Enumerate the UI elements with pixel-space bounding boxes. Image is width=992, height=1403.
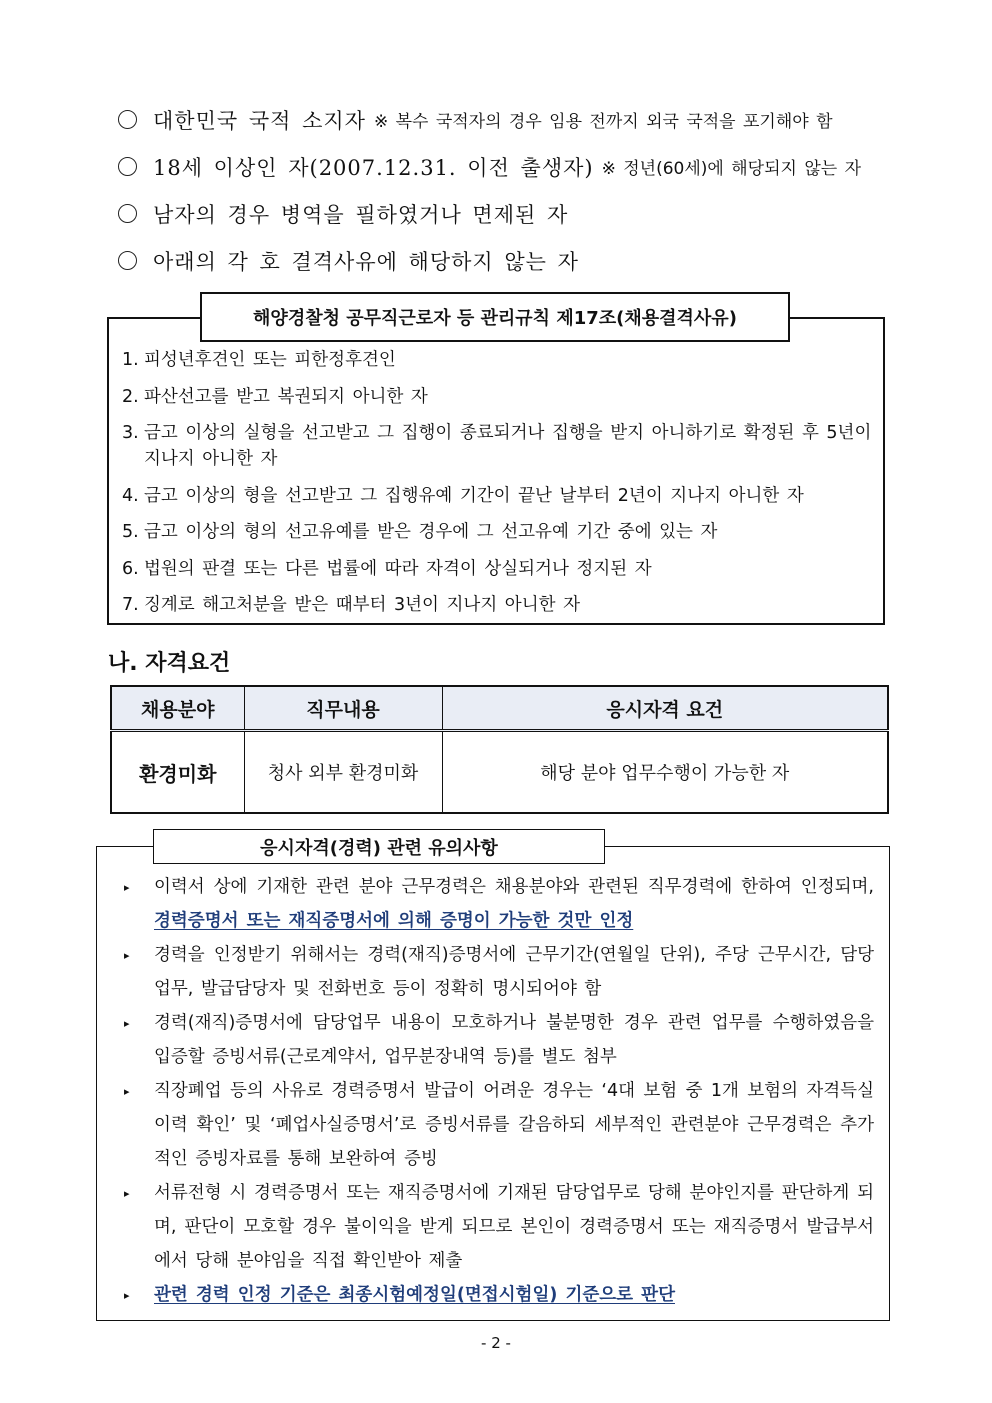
circle-bullet-icon	[118, 157, 137, 176]
item-number: 6.	[122, 558, 139, 579]
triangle-bullet-icon: ▸	[124, 1017, 130, 1030]
table-cell-field: 환경미화	[111, 731, 244, 814]
item-number: 4.	[122, 485, 139, 506]
disqualification-item	[122, 592, 877, 618]
caution-text	[154, 870, 874, 938]
table-header-cell: 직무내용	[244, 686, 442, 731]
item-number: 1.	[122, 350, 139, 370]
item-text: 파산선고를 받고 복권되지 아니한 자	[144, 386, 428, 407]
caution-text: 서류전형 시 경력증명서 또는 재직증명서에 기재된 담당업무로 당해 분야인지를 판단하게 되며, 판단이 모호할 경우 불이익을 받게 되므로 본인이 경력증명서 또는 재직증명서 발급부서에서 당해 분야임을 직접 확인받아 제출	[154, 1183, 874, 1271]
item-text: 금고 이상의 형의 선고유예를 받은 경우에 그 선고유예 기간 중에 있는 자	[144, 522, 718, 542]
caution-item	[124, 1006, 874, 1074]
eligibility-main: 18세 이상인 자(2007.12.31. 이전 출생자)	[153, 155, 594, 180]
disqualification-item	[122, 384, 877, 410]
circle-bullet-icon	[118, 251, 137, 270]
disqualification-item	[122, 519, 877, 545]
page-number: - 2 -	[481, 1334, 511, 1352]
eligibility-main: 남자의 경우 병역을 필하였거나 면제된 자	[153, 202, 569, 227]
eligibility-note: ※ 복수 국적자의 경우 임용 전까지 외국 국적을 포기해야 함	[373, 112, 833, 132]
caution-item	[124, 1074, 874, 1176]
triangle-bullet-icon: ▸	[124, 949, 130, 962]
triangle-bullet-icon: ▸	[124, 1289, 130, 1302]
eligibility-main: 대한민국 국적 소지자	[153, 108, 366, 133]
item-text: 징계로 해고처분을 받은 때부터 3년이 지나지 아니한 자	[144, 595, 580, 615]
disqualification-title: 해양경찰청 공무직근로자 등 관리규칙 제17조(채용결격사유)	[200, 292, 790, 342]
table-cell-duty: 청사 외부 환경미화	[244, 731, 442, 814]
disqualification-item	[122, 483, 877, 509]
eligibility-list	[118, 96, 898, 284]
caution-text: 경력을 인정받기 위해서는 경력(재직)증명서에 근무기간(연월일 단위), 주당 근무시간, 담당업무, 발급담당자 및 전화번호 등이 정확히 명시되어야 함	[154, 945, 874, 999]
item-number: 3.	[122, 423, 139, 443]
triangle-bullet-icon: ▸	[124, 1187, 130, 1200]
item-number: 2.	[122, 386, 139, 407]
caution-item	[124, 938, 874, 1006]
eligibility-item	[118, 237, 898, 284]
circle-bullet-icon	[118, 204, 137, 223]
triangle-bullet-icon: ▸	[124, 1085, 130, 1098]
item-text: 법원의 판결 또는 다른 법률에 따라 자격이 상실되거나 정지된 자	[144, 558, 652, 579]
caution-highlight: 관련 경력 인정 기준은 최종시험예정일(면접시험일) 기준으로 판단	[154, 1285, 675, 1305]
section-heading: 나. 자격요건	[108, 651, 231, 676]
item-text: 금고 이상의 실형을 선고받고 그 집행이 종료되거나 집행을 받지 아니하기로 확정된 후 5년이 지나지 아니한 자	[144, 423, 872, 469]
caution-list	[124, 870, 874, 1313]
table-header-row	[111, 686, 888, 731]
table-header-cell: 채용분야	[111, 686, 244, 731]
caution-plain-text: 이력서 상에 기재한 관련 분야 근무경력은 채용분야와 관련된 직무경력에 한하여 인정되며,	[154, 877, 874, 897]
caution-item	[124, 1278, 874, 1313]
table-cell-requirement: 해당 분야 업무수행이 가능한 자	[540, 763, 790, 784]
caution-title: 응시자격(경력) 관련 유의사항	[153, 829, 605, 864]
item-text: 금고 이상의 형을 선고받고 그 집행유예 기간이 끝난 날부터 2년이 지나지 아니한 자	[144, 485, 804, 506]
disqualification-item	[122, 420, 877, 472]
caution-text: 직장폐업 등의 사유로 경력증명서 발급이 어려운 경우는 ‘4대 보험 중 1개 보험의 자격득실 이력 확인’ 및 ‘폐업사실증명서’로 증빙서류를 갈음하되 세부적인 관련분야 근무경력은 추가적인 증빙자료를 통해 보완하여 증빙	[154, 1081, 874, 1169]
caution-text: 경력(재직)증명서에 담당업무 내용이 모호하거나 불분명한 경우 관련 업무를 수행하였음을 입증할 증빙서류(근로계약서, 업무분장내역 등)를 별도 첨부	[154, 1013, 874, 1067]
eligibility-item	[118, 190, 898, 237]
item-text: 피성년후견인 또는 피한정후견인	[144, 350, 396, 370]
eligibility-item	[118, 96, 898, 143]
item-number: 7.	[122, 595, 139, 615]
eligibility-item	[118, 143, 898, 190]
item-number: 5.	[122, 522, 139, 542]
eligibility-note: ※ 정년(60세)에 해당되지 않는 자	[601, 159, 861, 179]
triangle-bullet-icon: ▸	[124, 881, 130, 894]
caution-item	[124, 870, 874, 938]
qualification-table	[110, 685, 889, 814]
disqualification-item	[122, 347, 877, 373]
caution-item	[124, 1176, 874, 1278]
caution-highlight: 경력증명서 또는 재직증명서에 의해 증명이 가능한 것만 인정	[154, 911, 634, 931]
table-row	[111, 731, 888, 814]
disqualification-item	[122, 556, 877, 582]
eligibility-main: 아래의 각 호 결격사유에 해당하지 않는 자	[153, 249, 579, 274]
table-header-cell: 응시자격 요건	[442, 686, 888, 731]
disqualification-list	[122, 347, 877, 629]
circle-bullet-icon	[118, 110, 137, 129]
